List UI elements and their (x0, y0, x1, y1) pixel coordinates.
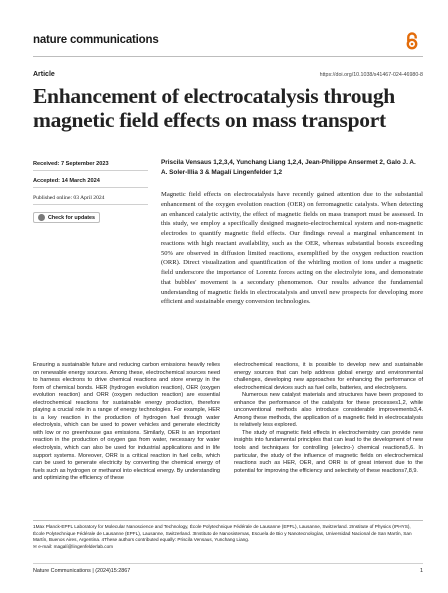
received-date: Received: 7 September 2023 (33, 158, 148, 171)
affiliations-footnote (33, 524, 423, 551)
body-column-left (33, 362, 220, 483)
check-for-updates-button[interactable] (33, 212, 100, 223)
footer-citation: Nature Communications | (2024)15:2867 (33, 568, 131, 574)
accepted-date: Accepted: 14 March 2024 (33, 175, 148, 188)
email-link[interactable]: e-mail: magalí@lingenfelderlab.com (38, 544, 114, 550)
published-date: Published online: 03 April 2024 (33, 192, 148, 205)
abstract: Magnetic field effects on electrocatalysis have recently gained attention due to the substantial enhancement of the oxygen evolution reaction (OER) on ferromagnetic catalysts. When detecting an enhanced catalytic activity, the effect of magnetic fields on mass transport must be assessed. In this study, we employ a specifically designed magneto-electrochemical system and non-magnetic electrodes to quantify magnetic field effects. Our findings reveal a marginal enhancement in reactions with high reactant availability, such as the OER, whereas substantial boosts exceeding 50% are observed in diffusion limited reactions, exemplified by the oxygen reduction reaction (ORR). Direct visualization and quantification of the whirling motion of ions under a magnetic field underscore the importance of Lorentz forces acting on the electrolyte ions, and demonstrate that bubbles' movement is a secondary phenomenon. Our results advance the fundamental understanding of magnetic fields in electrocatalysis and unveil new prospects for developing more efficient and sustainable energy conversion technologies. (161, 191, 423, 306)
article-title: Enhancement of electrocatalysis through magnetic field effects on mass transport (33, 84, 395, 132)
body-paragraph: The study of magnetic field effects in electrochemistry can provide new insights into fundamental principles that can lead to the development of new tools and techniques for controlling (electro-) chemical reactions5,6. In particular, the study of the influence of magnetic fields on electrochemical reactions such as HER, OER, and ORR is of great interest due to the potential for improving the efficiency and selectivity of these reactions7,8,9. (234, 429, 423, 474)
doi-link[interactable]: https://doi.org/10.1038/s41467-024-46980-8 (319, 72, 423, 78)
article-type-label: Article (33, 71, 55, 78)
body-paragraph: electrochemical reactions, it is possible to develop new and sustainable energy sources that can help address global energy and environmental challenges, developing new approaches for enhancing the performance of electrochemical devices such as fuel cells, batteries, and electrolysers. (234, 362, 423, 391)
footnote-rule (33, 520, 423, 521)
body-paragraph: Ensuring a sustainable future and reducing carbon emissions heavily relies on renewable energy sources. Among these, electrochemical sources need to harness electrons to drive chemical reactions and store energy in the form of chemical bonds. HER (hydrogen evolution reaction), OER (oxygen evolution reaction) and ORR (oxygen reduction reaction) are essential electrochemical reactions for sustainable energy production, therefore playing a crucial role in a range of energy technologies. For example, HER is a key reaction in the production of hydrogen fuel through water electrolysis, which can be used to power vehicles and generate electricity with low or no greenhouse gas emissions. Similarly, OER is an important reaction in the production of oxygen gas from water, necessary for water electrolysis, which can also be used for industrial applications and in life support systems. Moreover, ORR is a critical reaction in fuel cells, which can be used to generate electricity by converting the chemical energy of fuels such as hydrogen or methanol into electrical energy. By understanding and optimizing the efficiency of these (33, 362, 220, 482)
footer-rule (33, 563, 423, 564)
update-badge-icon (38, 214, 45, 221)
affiliations-text: 1Max Planck-EPFL Laboratory for Molecular Nanoscience and Technology, École Polytechnique Fédérale de Lausanne (EPFL), Lausanne, Switzerland. 2Institute of Physics (IPHYS), École Polytechnique Fédérale de Lausanne (EPFL), Lausanne, Switzerland. 3Instituto de Nanosistemas, Escuela de Bio y Nanotecnologías, Universidad Nacional de San Martín, San Martín, Buenos Aires, Argentina. 4These authors contributed equally: Priscila Vensaus, Yunchang Liang. (33, 524, 412, 543)
corresponding-email[interactable]: ✉ e-mail: magalí@lingenfelderlab.com (33, 544, 114, 550)
open-access-lock-icon (404, 32, 420, 50)
author-list: Priscila Vensaus 1,2,3,4, Yunchang Liang 1,2,4, Jean-Philippe Ansermet 2, Galo J. A. A. Soler-Illia 3 & Magalí Lingenfelder 1,2 (161, 159, 416, 176)
publication-dates (33, 158, 148, 223)
page-number: 1 (420, 568, 423, 574)
header-rule (33, 56, 423, 57)
body-paragraph: Numerous new catalyst materials and structures have been proposed to enhance the performance of the catalysts for these processes1,2, while unconventional methods also introduce considerable improvements3,4. Among these methods, the application of a magnetic field in electrocatalysis is relatively less explored. (234, 392, 423, 429)
body-column-right (234, 362, 423, 475)
check-for-updates-label: Check for updates (48, 214, 96, 221)
journal-name: nature communications (33, 34, 159, 46)
